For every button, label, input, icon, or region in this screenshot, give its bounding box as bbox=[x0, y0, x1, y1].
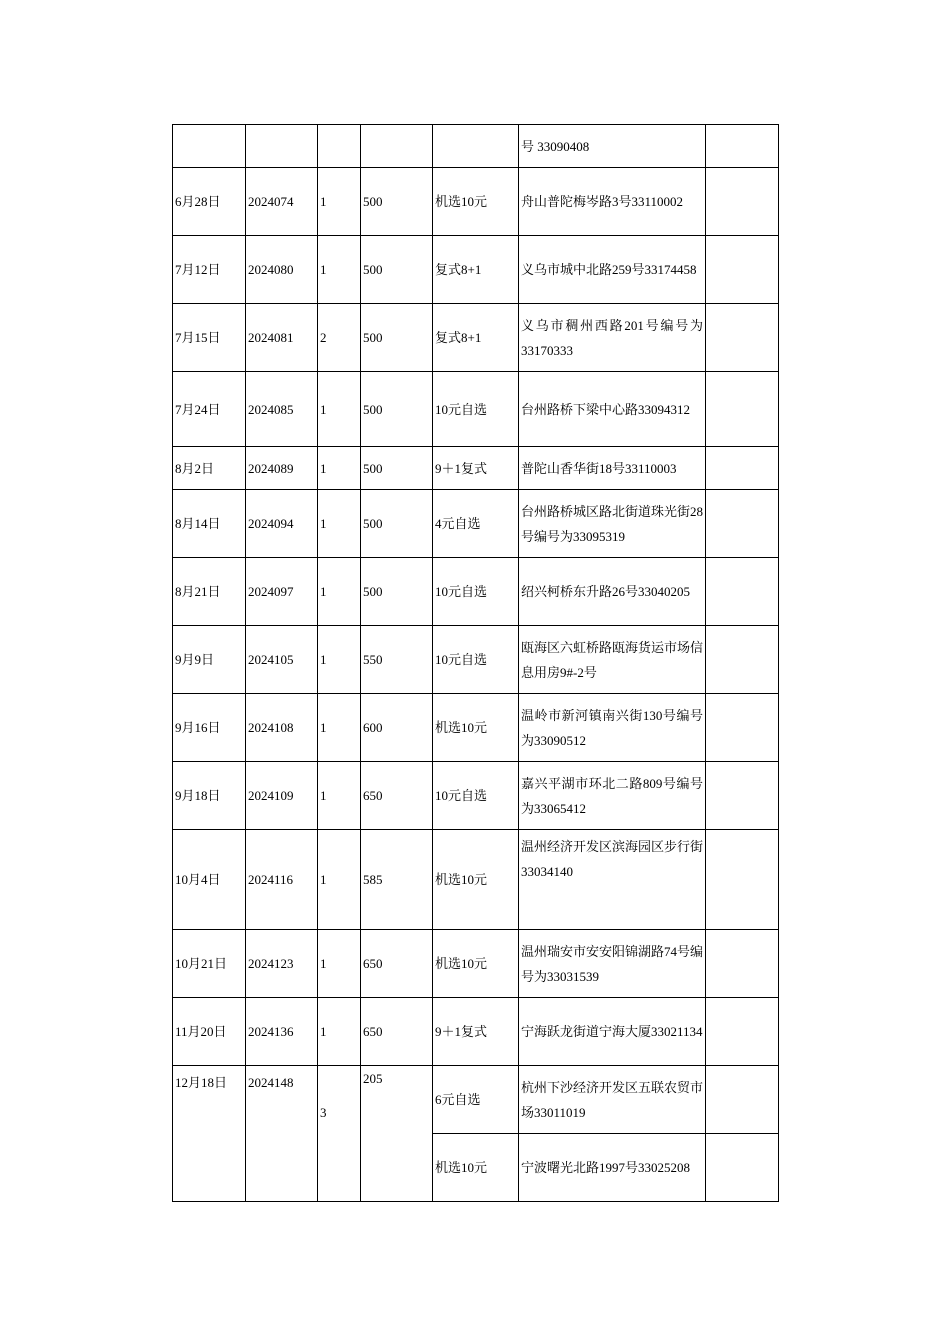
count-cell: 1 bbox=[318, 830, 361, 930]
count-cell: 1 bbox=[318, 490, 361, 558]
play-type-cell: 复式8+1 bbox=[433, 236, 519, 304]
date-cell: 8月2日 bbox=[173, 447, 246, 490]
amount-cell bbox=[361, 125, 433, 168]
location-cell: 义乌市稠州西路201号编号为33170333 bbox=[519, 304, 706, 372]
issue-cell: 2024080 bbox=[246, 236, 318, 304]
extra-cell bbox=[706, 236, 779, 304]
amount-cell: 650 bbox=[361, 998, 433, 1066]
location-cell: 宁海跃龙街道宁海大厦33021134 bbox=[519, 998, 706, 1066]
amount-cell: 600 bbox=[361, 694, 433, 762]
location-cell: 温州经济开发区滨海园区步行街33034140 bbox=[519, 830, 706, 930]
table-row bbox=[173, 168, 779, 236]
count-cell: 1 bbox=[318, 626, 361, 694]
extra-cell bbox=[706, 694, 779, 762]
table-row bbox=[173, 372, 779, 447]
play-type-cell: 机选10元 bbox=[433, 168, 519, 236]
issue-cell: 2024089 bbox=[246, 447, 318, 490]
extra-cell bbox=[706, 372, 779, 447]
location-cell: 舟山普陀梅岑路3号33110002 bbox=[519, 168, 706, 236]
extra-cell bbox=[706, 1134, 779, 1202]
count-cell: 1 bbox=[318, 998, 361, 1066]
extra-cell bbox=[706, 125, 779, 168]
date-cell: 11月20日 bbox=[173, 998, 246, 1066]
play-type-cell: 10元自选 bbox=[433, 558, 519, 626]
date-cell: 9月16日 bbox=[173, 694, 246, 762]
amount-cell: 550 bbox=[361, 626, 433, 694]
count-cell: 1 bbox=[318, 236, 361, 304]
count-cell: 1 bbox=[318, 930, 361, 998]
location-cell: 台州路桥下梁中心路33094312 bbox=[519, 372, 706, 447]
table-row bbox=[173, 558, 779, 626]
location-cell: 号 33090408 bbox=[519, 125, 706, 168]
location-cell: 义乌市城中北路259号33174458 bbox=[519, 236, 706, 304]
amount-cell: 500 bbox=[361, 168, 433, 236]
date-cell: 10月4日 bbox=[173, 830, 246, 930]
amount-cell: 650 bbox=[361, 930, 433, 998]
location-cell: 瓯海区六虹桥路瓯海货运市场信息用房9#-2号 bbox=[519, 626, 706, 694]
date-cell: 7月15日 bbox=[173, 304, 246, 372]
issue-cell: 2024094 bbox=[246, 490, 318, 558]
table-row bbox=[173, 930, 779, 998]
issue-cell bbox=[246, 125, 318, 168]
amount-cell: 500 bbox=[361, 490, 433, 558]
date-cell: 9月9日 bbox=[173, 626, 246, 694]
date-cell: 8月14日 bbox=[173, 490, 246, 558]
location-cell: 杭州下沙经济开发区五联农贸市场33011019 bbox=[519, 1066, 706, 1134]
table-row bbox=[173, 236, 779, 304]
count-cell: 1 bbox=[318, 372, 361, 447]
table-row bbox=[173, 125, 779, 168]
play-type-cell: 机选10元 bbox=[433, 1134, 519, 1202]
issue-cell: 2024109 bbox=[246, 762, 318, 830]
date-cell bbox=[173, 125, 246, 168]
extra-cell bbox=[706, 830, 779, 930]
issue-cell: 2024081 bbox=[246, 304, 318, 372]
play-type-cell: 机选10元 bbox=[433, 830, 519, 930]
table-row bbox=[173, 304, 779, 372]
amount-cell: 500 bbox=[361, 304, 433, 372]
table-row bbox=[173, 998, 779, 1066]
issue-cell: 2024108 bbox=[246, 694, 318, 762]
extra-cell bbox=[706, 930, 779, 998]
date-cell: 10月21日 bbox=[173, 930, 246, 998]
extra-cell bbox=[706, 558, 779, 626]
lottery-winners-table bbox=[172, 124, 779, 1202]
extra-cell bbox=[706, 762, 779, 830]
play-type-cell: 9＋1复式 bbox=[433, 447, 519, 490]
count-cell: 1 bbox=[318, 762, 361, 830]
count-cell bbox=[318, 125, 361, 168]
amount-cell: 500 bbox=[361, 447, 433, 490]
date-cell: 12月18日 bbox=[173, 1066, 246, 1202]
count-cell: 3 bbox=[318, 1066, 361, 1202]
play-type-cell bbox=[433, 125, 519, 168]
extra-cell bbox=[706, 626, 779, 694]
amount-cell: 500 bbox=[361, 558, 433, 626]
extra-cell bbox=[706, 998, 779, 1066]
count-cell: 2 bbox=[318, 304, 361, 372]
amount-cell: 205 bbox=[361, 1066, 433, 1202]
play-type-cell: 机选10元 bbox=[433, 930, 519, 998]
count-cell: 1 bbox=[318, 447, 361, 490]
table-row bbox=[173, 762, 779, 830]
extra-cell bbox=[706, 490, 779, 558]
issue-cell: 2024148 bbox=[246, 1066, 318, 1202]
play-type-cell: 9＋1复式 bbox=[433, 998, 519, 1066]
amount-cell: 500 bbox=[361, 236, 433, 304]
location-cell: 台州路桥城区路北街道珠光街28号编号为33095319 bbox=[519, 490, 706, 558]
issue-cell: 2024097 bbox=[246, 558, 318, 626]
location-cell: 温岭市新河镇南兴街130号编号为33090512 bbox=[519, 694, 706, 762]
issue-cell: 2024116 bbox=[246, 830, 318, 930]
amount-cell: 500 bbox=[361, 372, 433, 447]
count-cell: 1 bbox=[318, 694, 361, 762]
amount-cell: 650 bbox=[361, 762, 433, 830]
issue-cell: 2024085 bbox=[246, 372, 318, 447]
play-type-cell: 复式8+1 bbox=[433, 304, 519, 372]
issue-cell: 2024105 bbox=[246, 626, 318, 694]
date-cell: 7月12日 bbox=[173, 236, 246, 304]
extra-cell bbox=[706, 1066, 779, 1134]
location-cell: 嘉兴平湖市环北二路809号编号为33065412 bbox=[519, 762, 706, 830]
play-type-cell: 10元自选 bbox=[433, 762, 519, 830]
table-row bbox=[173, 626, 779, 694]
location-cell: 普陀山香华街18号33110003 bbox=[519, 447, 706, 490]
play-type-cell: 6元自选 bbox=[433, 1066, 519, 1134]
count-cell: 1 bbox=[318, 558, 361, 626]
issue-cell: 2024074 bbox=[246, 168, 318, 236]
table-row bbox=[173, 447, 779, 490]
issue-cell: 2024123 bbox=[246, 930, 318, 998]
extra-cell bbox=[706, 304, 779, 372]
date-cell: 6月28日 bbox=[173, 168, 246, 236]
play-type-cell: 10元自选 bbox=[433, 626, 519, 694]
table-row bbox=[173, 490, 779, 558]
location-cell: 宁波曙光北路1997号33025208 bbox=[519, 1134, 706, 1202]
table-row bbox=[173, 694, 779, 762]
date-cell: 7月24日 bbox=[173, 372, 246, 447]
play-type-cell: 10元自选 bbox=[433, 372, 519, 447]
extra-cell bbox=[706, 168, 779, 236]
table-row bbox=[173, 830, 779, 930]
date-cell: 9月18日 bbox=[173, 762, 246, 830]
date-cell: 8月21日 bbox=[173, 558, 246, 626]
play-type-cell: 4元自选 bbox=[433, 490, 519, 558]
table-row bbox=[173, 1066, 779, 1134]
location-cell: 温州瑞安市安安阳锦湖路74号编号为33031539 bbox=[519, 930, 706, 998]
issue-cell: 2024136 bbox=[246, 998, 318, 1066]
amount-cell: 585 bbox=[361, 830, 433, 930]
play-type-cell: 机选10元 bbox=[433, 694, 519, 762]
location-cell: 绍兴柯桥东升路26号33040205 bbox=[519, 558, 706, 626]
count-cell: 1 bbox=[318, 168, 361, 236]
extra-cell bbox=[706, 447, 779, 490]
